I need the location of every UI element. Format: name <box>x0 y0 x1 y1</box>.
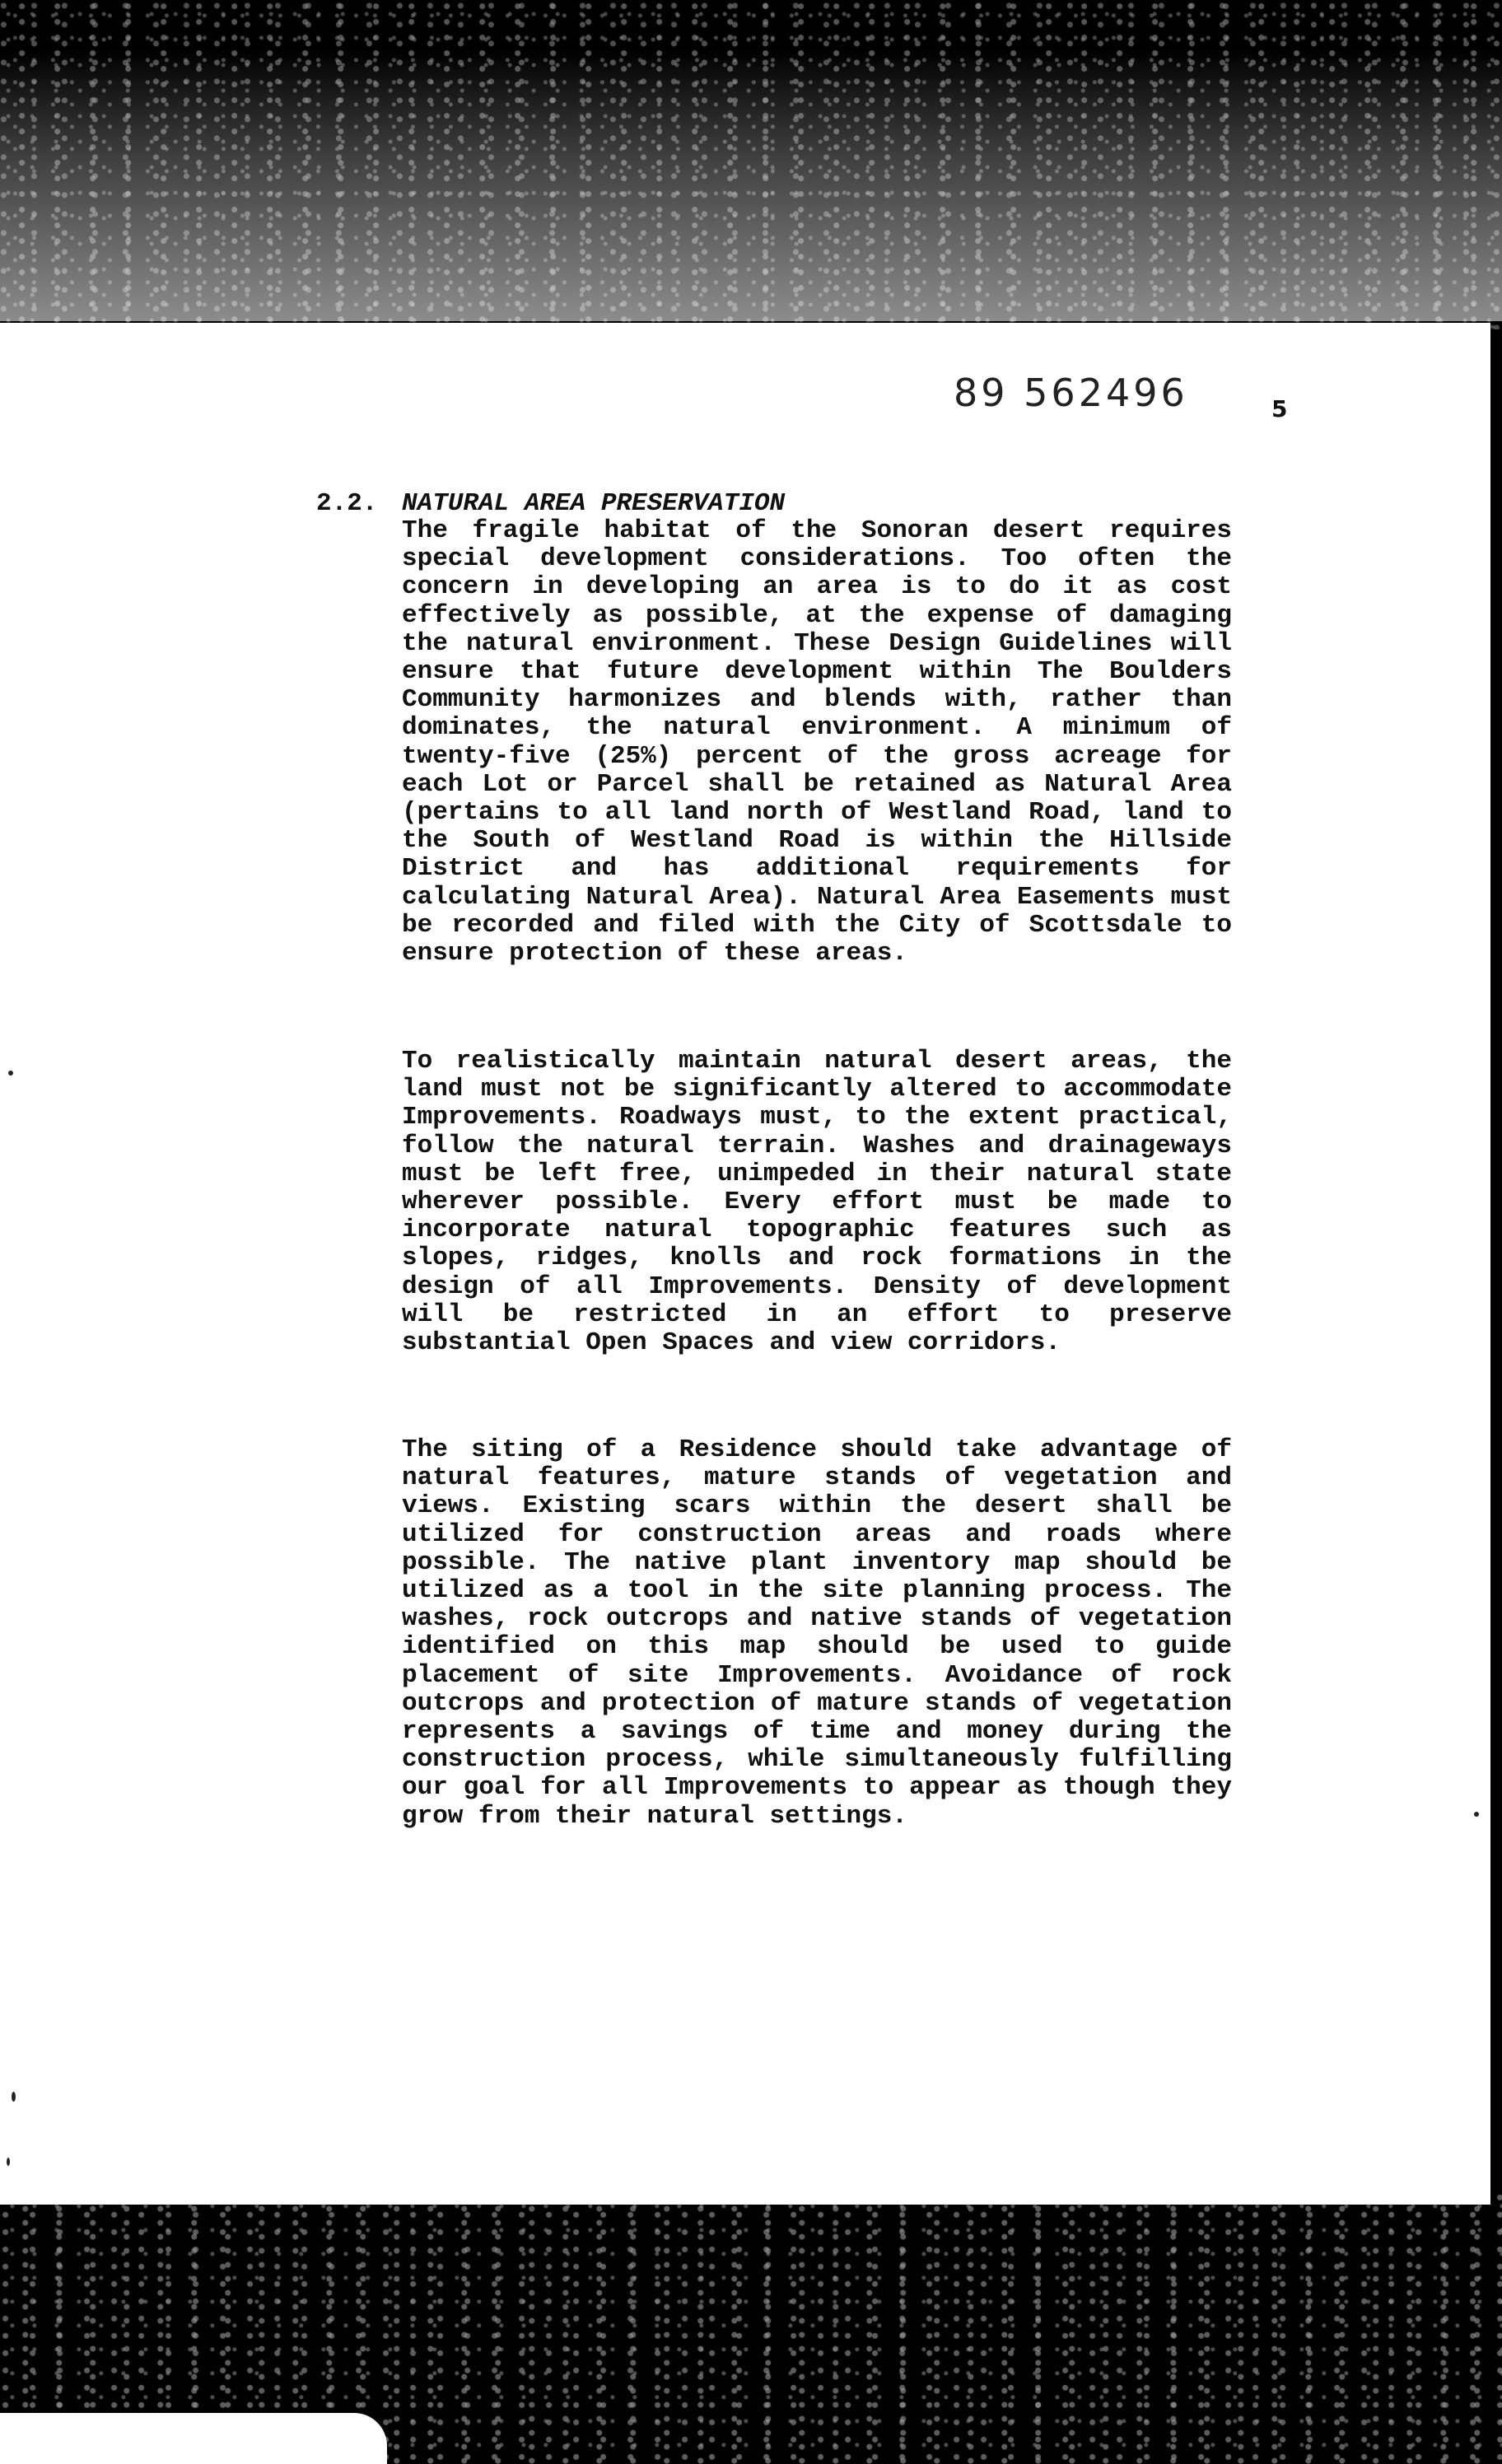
paragraph: To realistically maintain natural desert areas, the land must not be significantly altered to accommodate Improvements. Roadways must, to the extent practical, follow the natural terrain. Washes and drainageways must be left free, unimpeded in their natural state wherever possible. Every effort must be made to incorporate natural topographic features such as slopes, ridges, knolls and rock formations in the design of all Improvements. Density of development will be restricted in an effort to preserve substantial Open Spaces and view corridors. <box>402 1047 1232 1358</box>
page-number: 5 <box>1271 395 1288 422</box>
paragraph: The siting of a Residence should take advantage of natural features, mature stands of vegetation and views. Existing scars within the desert shall be utilized for construction areas and roads where possible. The native plant inventory map should be utilized as a tool in the site planning process. The washes, rock outcrops and native stands of vegetation identified on this map should be used to guide placement of site Improvements. Avoidance of rock outcrops and protection of mature stands of vegetation represents a savings of time and money during the construction process, while simultaneously fulfilling our goal for all Improvements to appear as though they grow from their natural settings. <box>402 1435 1232 1831</box>
scan-noise-top-fade <box>0 49 1502 321</box>
document-number: 89 562496 <box>954 371 1188 415</box>
paragraph: The fragile habitat of the Sonoran desert requires special development considerations. Too often the concern in developing an area is to do it as cost effectively as possible, at the expense of damaging the natural environment. These Design Guidelines will ensure that future development within The Boulders Community harmonizes and blends with, rather than dominates, the natural environment. A minimum of twenty-five (25%) percent of the gross acreage for each Lot or Parcel shall be retained as Natural Area (pertains to all land north of Westland Road, land to the South of Westland Road is within the Hillside District and has additional requirements for calculating Natural Area). Natural Area Easements must be recorded and filed with the City of Scottsdale to ensure protection of these areas. <box>402 516 1232 968</box>
scan-paper-corner <box>0 2413 387 2464</box>
section-number: 2.2. <box>316 489 378 518</box>
section-title: NATURAL AREA PRESERVATION <box>402 489 786 518</box>
